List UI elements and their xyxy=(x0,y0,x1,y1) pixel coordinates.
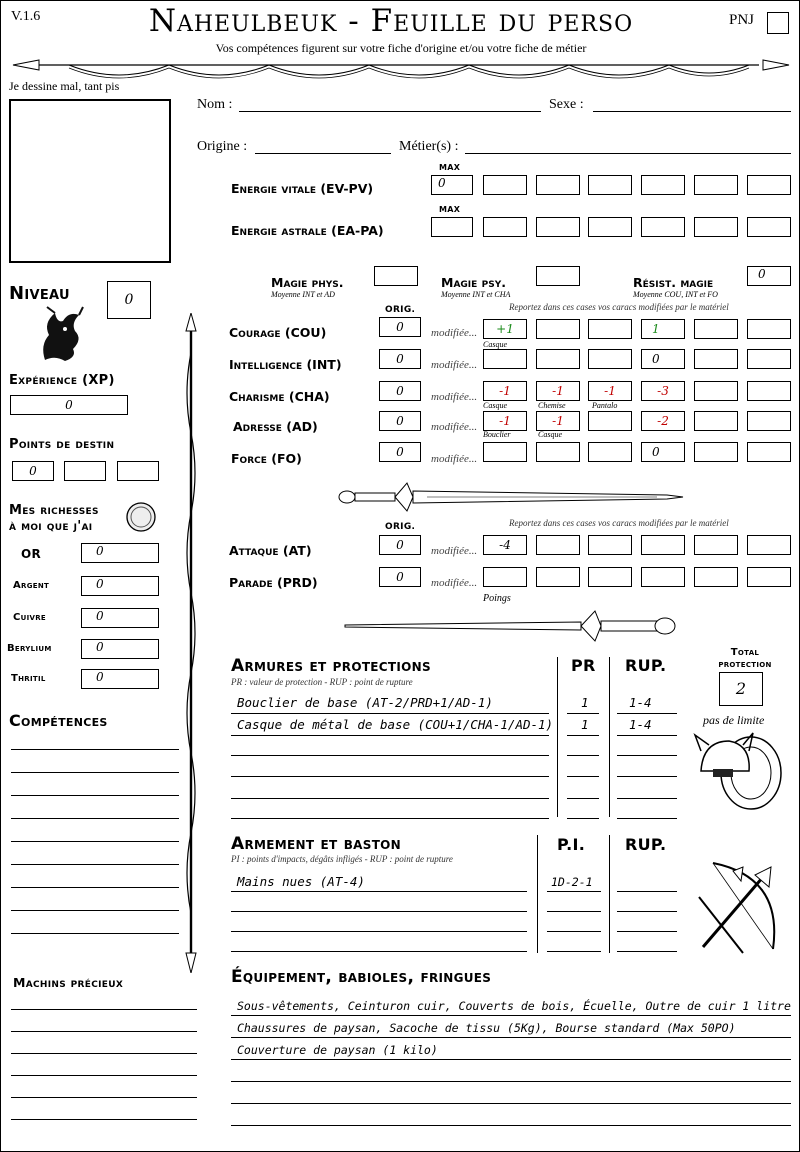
ev-box[interactable] xyxy=(536,175,580,195)
armement-rup-header: RUP. xyxy=(625,835,667,854)
arme-pi-line[interactable] xyxy=(547,951,601,952)
charisme-mod-2-note: Chemise xyxy=(538,401,566,410)
armures-rup-header: RUP. xyxy=(625,656,667,675)
portrait-frame[interactable] xyxy=(9,99,171,263)
berylium-label: Berylium xyxy=(7,643,52,654)
adresse-modif-label: modifiée... xyxy=(431,421,478,433)
intelligence-mod-4[interactable]: 0 xyxy=(641,349,685,369)
resist-magie-value[interactable]: 0 xyxy=(747,266,791,286)
machin-line[interactable] xyxy=(11,1031,197,1032)
adresse-label: Adresse (AD) xyxy=(233,419,318,434)
armures-pr-header: PR xyxy=(571,656,596,675)
armure-rup-line[interactable] xyxy=(617,798,677,799)
competence-line[interactable] xyxy=(11,795,179,796)
magie-psy-sub: Moyenne INT et CHA xyxy=(441,290,511,299)
competence-line[interactable] xyxy=(11,749,179,750)
machin-line[interactable] xyxy=(11,1119,197,1120)
armement-divider xyxy=(537,835,538,953)
armure-line[interactable] xyxy=(231,755,549,756)
courage-label: Courage (COU) xyxy=(229,325,327,340)
thritil-label: Thritil xyxy=(11,673,46,684)
ea-box[interactable] xyxy=(483,217,527,237)
magie-phys-label: Magie phys. xyxy=(271,275,344,290)
weapons-icon xyxy=(693,857,787,957)
equipement-item: Chaussures de paysan, Sacoche de tissu (5Kg), Bourse standard (Max 50PO) xyxy=(237,1021,736,1035)
armures-divider xyxy=(557,657,558,817)
competence-line[interactable] xyxy=(11,772,179,773)
adresse-mod-4[interactable]: -2 xyxy=(641,411,685,431)
courage-mod-6[interactable] xyxy=(747,319,791,339)
charisme-orig[interactable]: 0 xyxy=(379,381,421,401)
armures-sub: PR : valeur de protection - RUP : point de rupture xyxy=(231,677,413,687)
arme-line[interactable] xyxy=(231,891,527,892)
charisme-mod-1-note: Casque xyxy=(483,401,507,410)
armures-divider xyxy=(609,657,610,817)
parade-mod-2[interactable] xyxy=(536,567,580,587)
equipement-line[interactable] xyxy=(231,1037,791,1038)
niveau-label: Niveau xyxy=(9,283,70,304)
armement-pi-header: P.I. xyxy=(557,835,586,854)
experience-value[interactable]: 0 xyxy=(10,395,128,415)
armure-pr-line[interactable] xyxy=(567,735,599,736)
armure-rup-line[interactable] xyxy=(617,755,677,756)
armure-pr-line[interactable] xyxy=(567,713,599,714)
equipement-item: Couverture de paysan (1 kilo) xyxy=(237,1043,438,1057)
arme-line[interactable] xyxy=(231,911,527,912)
machins-label: Machins précieux xyxy=(13,975,124,990)
equipement-item: Sous-vêtements, Ceinturon cuir, Couverts de bois, Écuelle, Outre de cuir 1 litre xyxy=(237,999,791,1013)
charisme-mod-3-note: Pantalo xyxy=(592,401,618,410)
armure-rup: 1-4 xyxy=(629,695,652,710)
competence-line[interactable] xyxy=(11,864,179,865)
arme-rup-line[interactable] xyxy=(617,911,677,912)
competence-line[interactable] xyxy=(11,841,179,842)
armure-line[interactable] xyxy=(231,713,549,714)
adresse-mod-5[interactable] xyxy=(694,411,738,431)
ea-max-label: MAX xyxy=(439,205,461,214)
total-protection-value[interactable]: 2 xyxy=(719,672,763,706)
pnj-checkbox[interactable] xyxy=(767,12,789,34)
poings-note: Poings xyxy=(483,593,511,604)
sword-icon xyxy=(341,609,681,643)
parade-orig[interactable]: 0 xyxy=(379,567,421,587)
equipement-line[interactable] xyxy=(231,1103,791,1104)
armure-rup: 1-4 xyxy=(629,717,652,732)
ea-box[interactable] xyxy=(588,217,632,237)
competence-line[interactable] xyxy=(11,910,179,911)
charisme-mod-5[interactable] xyxy=(694,381,738,401)
armure-rup-line[interactable] xyxy=(617,735,677,736)
total-label-line1: Total xyxy=(730,647,760,658)
competences-label: Compétences xyxy=(9,711,108,730)
charisme-mod-2[interactable]: -1 xyxy=(536,381,580,401)
force-mod-5[interactable] xyxy=(694,442,738,462)
spear-ornament xyxy=(181,313,201,973)
sheet-title: Naheulbeuk - Feuille du perso xyxy=(148,3,634,39)
version-label: V.1.6 xyxy=(11,9,41,24)
total-protection-label xyxy=(701,647,789,671)
job-label: Métier(s) : xyxy=(399,139,459,154)
ea-label: Energie astrale (EA-PA) xyxy=(231,223,384,238)
force-mod-1[interactable] xyxy=(483,442,527,462)
portrait-caption: Je dessine mal, tant pis xyxy=(9,79,120,93)
force-modif-label: modifiée... xyxy=(431,453,478,465)
ea-box[interactable] xyxy=(694,217,738,237)
force-mod-6[interactable] xyxy=(747,442,791,462)
experience-label: Expérience (XP) xyxy=(9,373,115,388)
armure-pr-line[interactable] xyxy=(567,818,599,819)
ea-max-value[interactable] xyxy=(431,217,473,237)
destin-box-3[interactable] xyxy=(117,461,159,481)
cuivre-label: Cuivre xyxy=(13,612,47,623)
attaque-modif-label: modifiée... xyxy=(431,545,478,557)
force-orig[interactable]: 0 xyxy=(379,442,421,462)
arme-rup-line[interactable] xyxy=(617,891,677,892)
pnj-label: PNJ xyxy=(729,12,755,28)
adresse-mod-6[interactable] xyxy=(747,411,791,431)
adresse-mod-3[interactable] xyxy=(588,411,632,431)
thritil-value[interactable]: 0 xyxy=(81,669,159,689)
total-label-line2: protection xyxy=(718,659,772,670)
cuivre-value[interactable]: 0 xyxy=(81,608,159,628)
courage-modif-label: modifiée... xyxy=(431,327,478,339)
armement-title: Armement et baston xyxy=(231,834,402,854)
adresse-orig[interactable]: 0 xyxy=(379,411,421,431)
pas-de-limite-note: pas de limite xyxy=(703,713,765,727)
machin-line[interactable] xyxy=(11,1097,197,1098)
force-label: Force (FO) xyxy=(231,451,302,466)
armure-line[interactable] xyxy=(231,798,549,799)
name-label: Nom : xyxy=(197,97,233,112)
magie-psy-box[interactable] xyxy=(536,266,580,286)
armure-rup-line[interactable] xyxy=(617,713,677,714)
ea-box[interactable] xyxy=(747,217,791,237)
job-field[interactable] xyxy=(465,153,791,154)
destin-label: Points de destin xyxy=(9,437,115,452)
arme-rup-line[interactable] xyxy=(617,951,677,952)
attaque-mod-2[interactable] xyxy=(536,535,580,555)
intelligence-mod-5[interactable] xyxy=(694,349,738,369)
armure-pr: 1 xyxy=(581,695,589,710)
competence-line[interactable] xyxy=(11,818,179,819)
intelligence-orig[interactable]: 0 xyxy=(379,349,421,369)
parade-mod-4[interactable] xyxy=(641,567,685,587)
charisme-mod-1[interactable]: -1 xyxy=(483,381,527,401)
competence-line[interactable] xyxy=(11,933,179,934)
courage-mod-1-note: Casque xyxy=(483,340,507,349)
courage-mod-4[interactable]: 1 xyxy=(641,319,685,339)
attaque-mod-5[interactable] xyxy=(694,535,738,555)
magie-phys-sub: Moyenne INT et AD xyxy=(271,290,335,299)
force-mod-2[interactable] xyxy=(536,442,580,462)
equipement-title: Équipement, babioles, fringues xyxy=(231,967,492,987)
magie-psy-label: Magie psy. xyxy=(441,275,506,290)
richesses-label-line2: à moi que j'ai xyxy=(9,519,93,534)
armure-line[interactable] xyxy=(231,818,549,819)
machin-line[interactable] xyxy=(11,1053,197,1054)
helmet-shield-icon xyxy=(693,731,785,813)
arme-line[interactable] xyxy=(231,951,527,952)
attaque-mod-1[interactable]: -4 xyxy=(483,535,527,555)
sex-label: Sexe : xyxy=(549,97,584,112)
armure-pr-line[interactable] xyxy=(567,755,599,756)
armure-name: Bouclier de base (AT-2/PRD+1/AD-1) xyxy=(237,695,493,710)
parade-mod-1[interactable] xyxy=(483,567,527,587)
armure-line[interactable] xyxy=(231,776,549,777)
richesses-label-line1: Mes richesses xyxy=(9,503,99,518)
sword-icon xyxy=(337,479,687,515)
destin-box-2[interactable] xyxy=(64,461,106,481)
parade-mod-5[interactable] xyxy=(694,567,738,587)
berylium-value[interactable]: 0 xyxy=(81,639,159,659)
intelligence-mod-6[interactable] xyxy=(747,349,791,369)
resist-magie-sub: Moyenne COU, INT et FO xyxy=(633,290,718,299)
ev-max-label: MAX xyxy=(439,163,461,172)
equipement-line[interactable] xyxy=(231,1125,791,1126)
equipement-line[interactable] xyxy=(231,1015,791,1016)
origin-field[interactable] xyxy=(255,153,391,154)
armure-pr: 1 xyxy=(581,717,589,732)
armure-pr-line[interactable] xyxy=(567,798,599,799)
attaque-mod-3[interactable] xyxy=(588,535,632,555)
attaque-label: Attaque (AT) xyxy=(229,543,312,558)
courage-mod-2[interactable] xyxy=(536,319,580,339)
niveau-value[interactable]: 0 xyxy=(107,281,151,319)
equipement-line[interactable] xyxy=(231,1081,791,1082)
courage-mod-5[interactable] xyxy=(694,319,738,339)
courage-mod-3[interactable] xyxy=(588,319,632,339)
sheet-subtitle: Vos compétences figurent sur votre fiche d'origine et/ou votre fiche de métier xyxy=(215,41,587,55)
attaque-mod-6[interactable] xyxy=(747,535,791,555)
argent-value[interactable]: 0 xyxy=(81,576,159,596)
competence-line[interactable] xyxy=(11,887,179,888)
argent-label: Argent xyxy=(13,580,50,591)
name-field[interactable] xyxy=(239,111,541,112)
courage-orig[interactable]: 0 xyxy=(379,317,421,337)
machin-line[interactable] xyxy=(11,1075,197,1076)
armure-name: Casque de métal de base (COU+1/CHA-1/AD-1) xyxy=(237,717,554,732)
force-mod-4[interactable]: 0 xyxy=(641,442,685,462)
ev-box[interactable] xyxy=(747,175,791,195)
ev-box[interactable] xyxy=(694,175,738,195)
ev-box[interactable] xyxy=(483,175,527,195)
parade-label: Parade (PRD) xyxy=(229,575,318,590)
combat-note: Reportez dans ces cases vos caracs modifiées par le matériel xyxy=(509,518,729,528)
charisme-mod-4[interactable]: -3 xyxy=(641,381,685,401)
armure-rup-line[interactable] xyxy=(617,818,677,819)
parade-mod-6[interactable] xyxy=(747,567,791,587)
arme-pi-line[interactable] xyxy=(547,931,601,932)
intelligence-modif-label: modifiée... xyxy=(431,359,478,371)
parade-modif-label: modifiée... xyxy=(431,577,478,589)
caracs-orig-label: ORIG. xyxy=(385,305,416,315)
arme-pi-line[interactable] xyxy=(547,891,601,892)
header-spear-ornament xyxy=(9,51,793,87)
intelligence-label: Intelligence (INT) xyxy=(229,357,342,372)
armement-divider xyxy=(609,835,610,953)
armure-pr-line[interactable] xyxy=(567,776,599,777)
charisme-mod-3[interactable]: -1 xyxy=(588,381,632,401)
arme-pi-line[interactable] xyxy=(547,911,601,912)
arme-pi: 1D-2-1 xyxy=(551,875,593,889)
attaque-mod-4[interactable] xyxy=(641,535,685,555)
resist-magie-label: Résist. magie xyxy=(633,275,714,290)
dragon-icon xyxy=(35,305,85,365)
charisme-label: Charisme (CHA) xyxy=(229,389,330,404)
arme-line[interactable] xyxy=(231,931,527,932)
courage-mod-1[interactable]: +1 xyxy=(483,319,527,339)
sex-field[interactable] xyxy=(593,111,791,112)
adresse-mod-1-note: Bouclier xyxy=(483,430,511,439)
arme-rup-line[interactable] xyxy=(617,931,677,932)
attaque-orig[interactable]: 0 xyxy=(379,535,421,555)
ea-box[interactable] xyxy=(536,217,580,237)
armement-sub: PI : points d'impacts, dégâts infligés - RUP : point de rupture xyxy=(231,854,453,864)
force-mod-3[interactable] xyxy=(588,442,632,462)
or-value[interactable]: 0 xyxy=(81,543,159,563)
charisme-modif-label: modifiée... xyxy=(431,391,478,403)
adresse-mod-2-note: Casque xyxy=(538,430,562,439)
intelligence-mod-1[interactable] xyxy=(483,349,527,369)
adresse-mod-2[interactable]: -1 xyxy=(536,411,580,431)
destin-box-1[interactable]: 0 xyxy=(12,461,54,481)
equipement-line[interactable] xyxy=(231,1059,791,1060)
richesses-label xyxy=(9,503,99,535)
origin-label: Origine : xyxy=(197,139,248,154)
ev-max-value[interactable]: 0 xyxy=(431,175,473,195)
caracs-note: Reportez dans ces cases vos caracs modifiées par le matériel xyxy=(509,302,729,312)
ea-box[interactable] xyxy=(641,217,685,237)
intelligence-mod-2[interactable] xyxy=(536,349,580,369)
coin-icon xyxy=(125,501,157,533)
armures-title: Armures et protections xyxy=(231,656,431,676)
parade-mod-3[interactable] xyxy=(588,567,632,587)
ev-box[interactable] xyxy=(588,175,632,195)
arme-name: Mains nues (AT-4) xyxy=(237,874,365,889)
ev-label: Energie vitale (EV-PV) xyxy=(231,181,374,196)
adresse-mod-1[interactable]: -1 xyxy=(483,411,527,431)
ev-box[interactable] xyxy=(641,175,685,195)
armure-rup-line[interactable] xyxy=(617,776,677,777)
intelligence-mod-3[interactable] xyxy=(588,349,632,369)
magie-phys-box[interactable] xyxy=(374,266,418,286)
combat-orig-label: ORIG. xyxy=(385,522,416,532)
or-label: OR xyxy=(21,547,42,561)
charisme-mod-6[interactable] xyxy=(747,381,791,401)
machin-line[interactable] xyxy=(11,1009,197,1010)
armure-line[interactable] xyxy=(231,735,549,736)
